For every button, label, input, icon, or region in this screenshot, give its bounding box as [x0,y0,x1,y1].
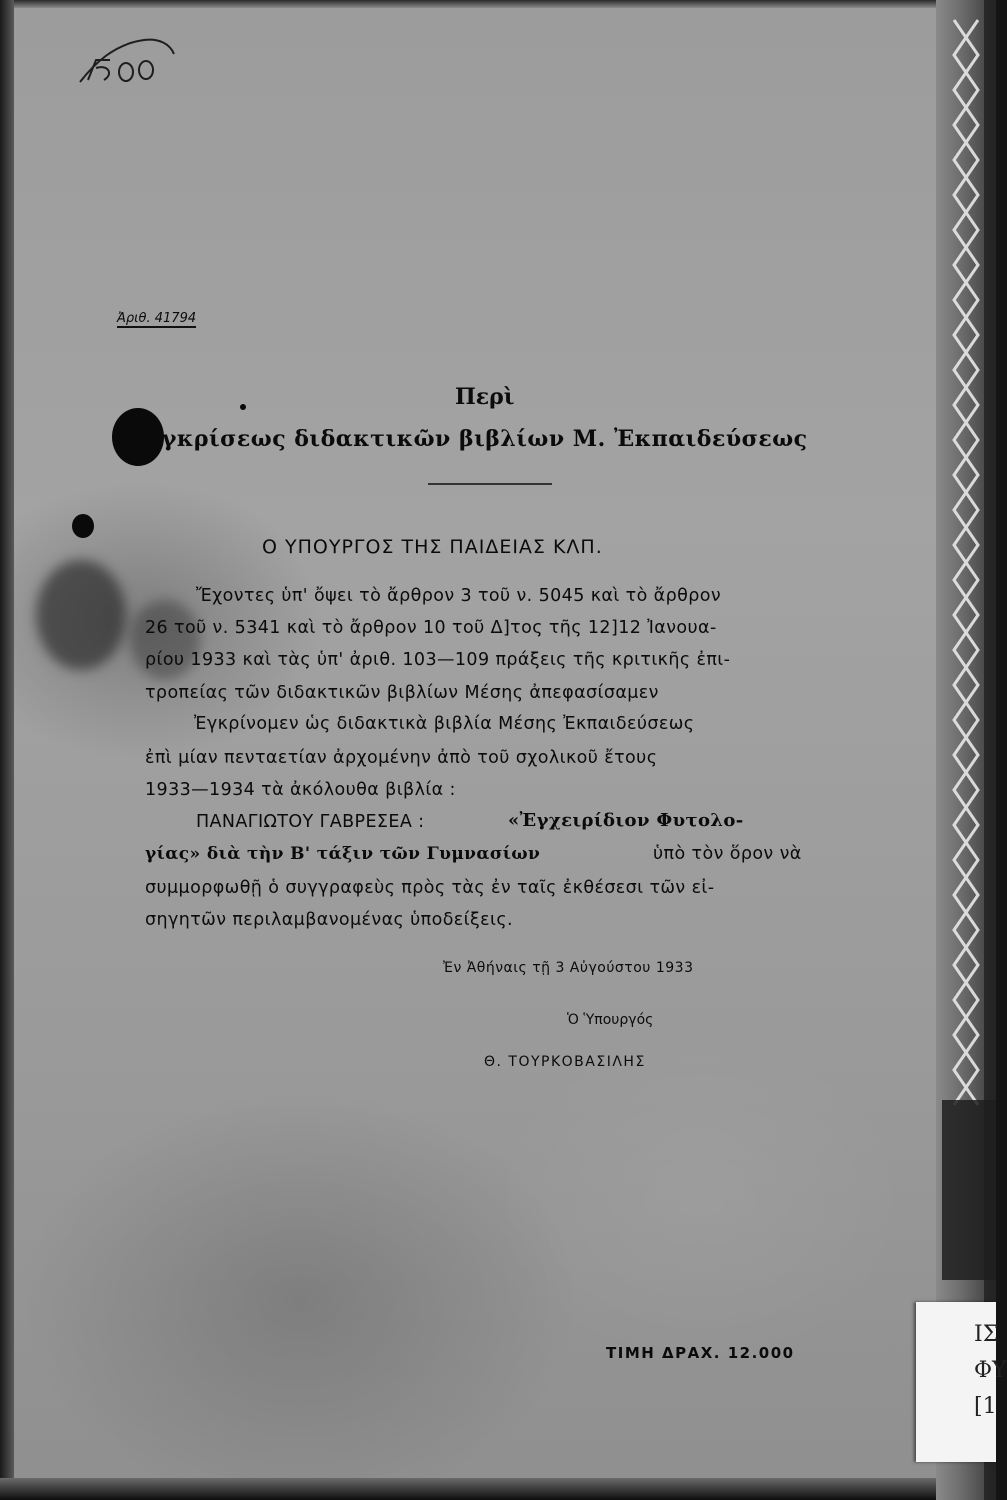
stitching [936,0,999,1500]
library-label [916,1302,1007,1462]
title-separator [428,483,552,485]
smudge [36,560,126,670]
ink-blot [72,514,94,538]
document-title-line2: ἐγκρίσεως διδακτικῶν βιβλίων Μ. Ἐκπαιδεύσεως [148,426,808,452]
page-top-edge [0,0,996,8]
handwritten-mark [74,34,184,94]
reference-number: Ἀριθ. 41794 [117,311,197,326]
library-label-line: ΙΣ [974,1322,999,1347]
ink-dot [240,404,246,410]
paragraph1-line: 26 τοῦ ν. 5341 καὶ τὸ ἄρθρον 10 τοῦ Δ]τος τῆς 12]12 Ἰανουα- [145,618,717,638]
paragraph1-line: τροπείας τῶν διδακτικῶν βιβλίων Μέσης ἀπεφασίσαμεν [145,683,659,703]
book-author: ΠΑΝΑΓΙΩΤΟΥ ΓΑΒΡΕΣΕΑ : [196,812,425,832]
price: ΤΙΜΗ ΔΡΑΧ. 12.000 [606,1344,795,1362]
paragraph1-line: Ἔχοντες ὑπ' ὄψει τὸ ἄρθρον 3 τοῦ ν. 5045 καὶ τὸ ἄρθρον [196,586,721,606]
signature-name: Θ. ΤΟΥΡΚΟΒΑΣΙΛΗΣ [484,1054,646,1070]
paragraph1-line: ρίου 1933 καὶ τὰς ὑπ' ἀριθ. 103—109 πράξεις τῆς κριτικῆς ἐπι- [145,650,731,670]
book-binding [936,0,999,1500]
page-left-edge [0,0,14,1500]
paragraph2-line: Ἐγκρίνομεν ὡς διδακτικὰ βιβλία Μέσης Ἐκπαιδεύσεως [194,714,695,734]
library-label-line: [1 [974,1394,997,1419]
paragraph3-line: συμμορφωθῇ ὁ συγγραφεὺς πρὸς τὰς ἐν ταῖς ἐκθέσεσι τῶν εἰ- [145,878,715,898]
page-bottom-edge [0,1478,996,1500]
library-label-line: ΦΥ [974,1358,1007,1383]
paragraph2-line: ἐπὶ μίαν πενταετίαν ἀρχομένην ἀπὸ τοῦ σχολικοῦ ἔτους [145,748,658,768]
document-title-line1: Περὶ [455,384,515,410]
ministry-heading: Ο ΥΠΟΥΡΓΟΣ ΤΗΣ ΠΑΙΔΕΙΑΣ ΚΛΠ. [262,536,603,558]
signature-place-date: Ἐν Ἀθήναις τῇ 3 Αὐγούστου 1933 [443,960,694,976]
paragraph3-line: σηγητῶν περιλαμβανομένας ὑποδείξεις. [145,910,513,930]
book-title-part1: «Ἐγχειρίδιον Φυτολο- [508,810,744,831]
signature-role: Ὁ Ὑπουργός [567,1012,654,1028]
paragraph2-line: 1933—1934 τὰ ἀκόλουθα βιβλία : [145,780,456,800]
book-condition: ὑπὸ τὸν ὅρον νὰ [653,844,802,864]
book-title-part2: γίας» διὰ τὴν Β' τάξιν τῶν Γυμνασίων [145,844,541,864]
